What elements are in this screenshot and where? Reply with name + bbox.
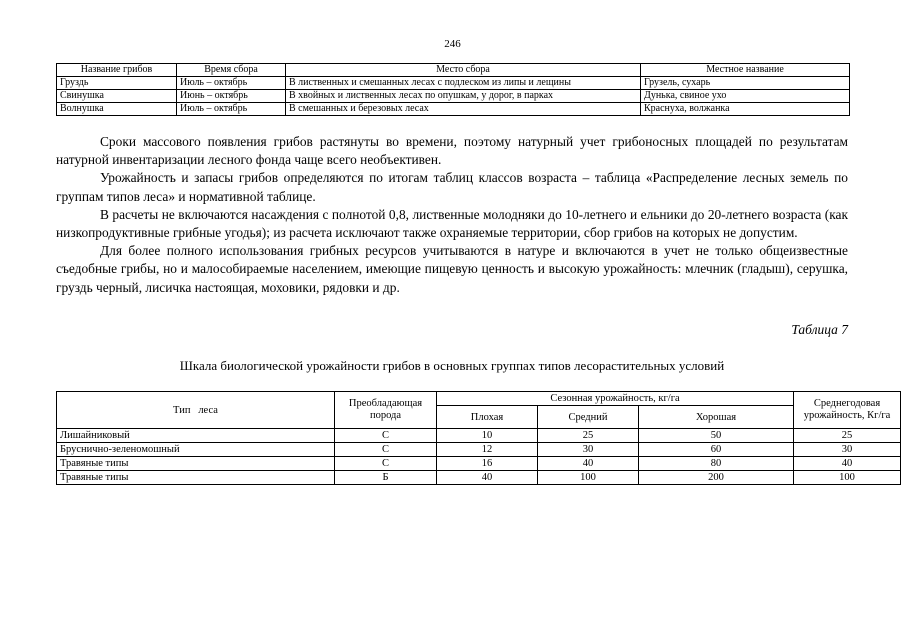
header-average-yield: Среднегодовая урожайность, Кг/га [794, 392, 901, 429]
header-poor: Плохая [437, 406, 538, 429]
header-species: Преобладающая порода [335, 392, 437, 429]
table-row [57, 429, 901, 443]
paragraph: В расчеты не включаются насаждения с полнотой 0,8, лиственные молодняки до 10-летнего и ельники до 20-летнего возраста (как низкопродуктивные грибные угодья); из расчета исключают также охраняемые территории, сбор грибов на которых не допустим. [56, 206, 848, 241]
page-number: 246 [444, 38, 461, 50]
table-cell: 100 [794, 471, 901, 485]
table-cell: 40 [437, 471, 538, 485]
table-title: Шкала биологической урожайности грибов в основных группах типов лесорастительных условий [179, 358, 725, 373]
table-cell: 40 [538, 457, 639, 471]
table-row [57, 457, 901, 471]
table-cell: С [335, 429, 437, 443]
table-cell: Травяные типы [57, 457, 335, 471]
table-cell: 40 [794, 457, 901, 471]
table-cell: В лиственных и смешанных лесах с подлеском из липы и лещины [286, 77, 641, 90]
table-cell: 10 [437, 429, 538, 443]
table-cell: Груздь [57, 77, 177, 90]
table-cell: Волнушка [57, 103, 177, 116]
table-cell: 30 [538, 443, 639, 457]
paragraph: Урожайность и запасы грибов определяются по итогам таблиц классов возраста – таблица «Распределение лесных земель по группам типов леса» и нормативной таблице. [56, 170, 848, 204]
table-cell: Травяные типы [57, 471, 335, 485]
table-cell: Свинушка [57, 90, 177, 103]
table-header-row [57, 392, 901, 406]
table-header-row [57, 64, 850, 77]
table-cell: Брусничнo-зеленомошный [57, 443, 335, 457]
table-cell: 16 [437, 457, 538, 471]
table-cell: 30 [794, 443, 901, 457]
paragraph: Для более полного использования грибных ресурсов учитываются в натуре и включаются в учет не только общеизвестные съедобные грибы, но и малособираемые населением, имеющие пищевую ценность и высокую урожайность: млечник (гладыш), серушка, груздь черный, лисичка настоящая, моховики, рядовки и др. [56, 243, 848, 295]
header-mushroom-name: Название грибов [57, 64, 177, 77]
table-cell: Июль – октябрь [177, 77, 286, 90]
header-good: Хорошая [639, 406, 794, 429]
table-cell: 60 [639, 443, 794, 457]
table-cell: В хвойных и лиственных лесах по опушкам, у дорог, в парках [286, 90, 641, 103]
table-cell: 80 [639, 457, 794, 471]
header-local-name: Местное название [641, 64, 850, 77]
body-text [56, 133, 848, 297]
table-cell: 25 [538, 429, 639, 443]
header-seasonal-yield: Сезонная урожайность, кг/га [437, 392, 794, 406]
table-row [57, 103, 850, 116]
yield-table [56, 391, 901, 485]
table-cell: Грузель, сухарь [641, 77, 850, 90]
table-cell: Июль – октябрь [177, 103, 286, 116]
table-cell: Дунька, свиное ухо [641, 90, 850, 103]
table-label: Таблица 7 [791, 322, 848, 337]
paragraph: Сроки массового появления грибов растянуты во времени, поэтому натурный учет грибоносных площадей по результатам натурной инвентаризации лесного фонда чаще всего необъективен. [56, 134, 848, 168]
table-cell: Лишайниковый [57, 429, 335, 443]
table-cell: 100 [538, 471, 639, 485]
table-cell: 200 [639, 471, 794, 485]
header-medium: Средний [538, 406, 639, 429]
table-row [57, 471, 901, 485]
table-row [57, 443, 901, 457]
header-collection-place: Место сбора [286, 64, 641, 77]
table-cell: В смешанных и березовых лесах [286, 103, 641, 116]
table-cell: Б [335, 471, 437, 485]
mushroom-table [56, 63, 850, 116]
table-row [57, 77, 850, 90]
table-cell: С [335, 457, 437, 471]
header-collection-time: Время сбора [177, 64, 286, 77]
table-cell: 50 [639, 429, 794, 443]
table-cell: 25 [794, 429, 901, 443]
table-cell: Июнь – октябрь [177, 90, 286, 103]
table-row [57, 90, 850, 103]
header-forest-type: Тип леса [57, 392, 335, 429]
table-cell: С [335, 443, 437, 457]
table-cell: Краснуха, волжанка [641, 103, 850, 116]
table-cell: 12 [437, 443, 538, 457]
